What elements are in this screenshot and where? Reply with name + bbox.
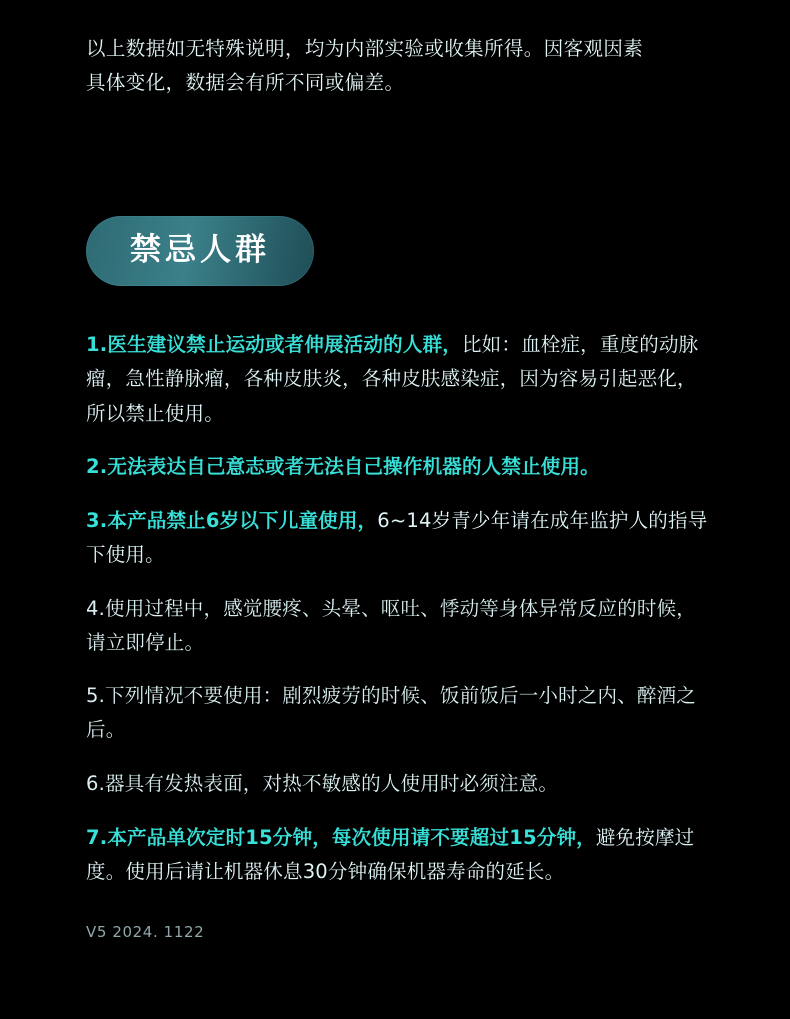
list-item: [86, 679, 708, 747]
intro-line-2: 具体变化，数据会有所不同或偏差。: [86, 71, 405, 95]
rule-text: 避免按摩过度。使用后请让机器休息30分钟确保机器寿命的延长。: [86, 825, 695, 883]
rule-text: 5.下列情况不要使用：剧烈疲劳的时候、饭前饭后一小时之内、醉酒之后。: [86, 684, 697, 742]
rule-text: 4.使用过程中，感觉腰疼、头晕、呕吐、悸动等身体异常反应的时候，请立即停止。: [86, 596, 697, 654]
rule-highlight: 2.无法表达自己意志或者无法自己操作机器的人禁止使用。: [86, 455, 600, 479]
list-item: [86, 592, 708, 660]
list-item: [86, 504, 708, 572]
intro-line-1: 以上数据如无特殊说明，均为内部实验或收集所得。因客观因素: [86, 37, 644, 60]
version-label: V5 2024. 1122: [86, 922, 205, 941]
list-item: [86, 767, 708, 801]
list-item: [86, 328, 708, 430]
rule-highlight: 1.医生建议禁止运动或者伸展活动的人群，: [86, 333, 462, 357]
rule-highlight: 3.本产品禁止6岁以下儿童使用，: [86, 508, 378, 532]
intro-paragraph: [86, 30, 708, 100]
rules-list: [86, 328, 708, 889]
list-item: [86, 450, 708, 484]
list-item: [86, 821, 708, 889]
section-badge-contraindications: 禁忌人群: [86, 216, 314, 286]
rule-highlight: 7.本产品单次定时15分钟，每次使用请不要超过15分钟，: [86, 825, 596, 849]
rule-text: 6~14岁青少年请在成年监护人的指导下使用。: [86, 508, 708, 566]
section-header: [86, 216, 708, 286]
rule-text: 比如：血栓症，重度的动脉瘤，急性静脉瘤，各种皮肤炎，各种皮肤感染症，因为容易引起恶化，所以禁止使用。: [86, 333, 699, 425]
rule-text: 6.器具有发热表面，对热不敏感的人使用时必须注意。: [86, 772, 559, 796]
